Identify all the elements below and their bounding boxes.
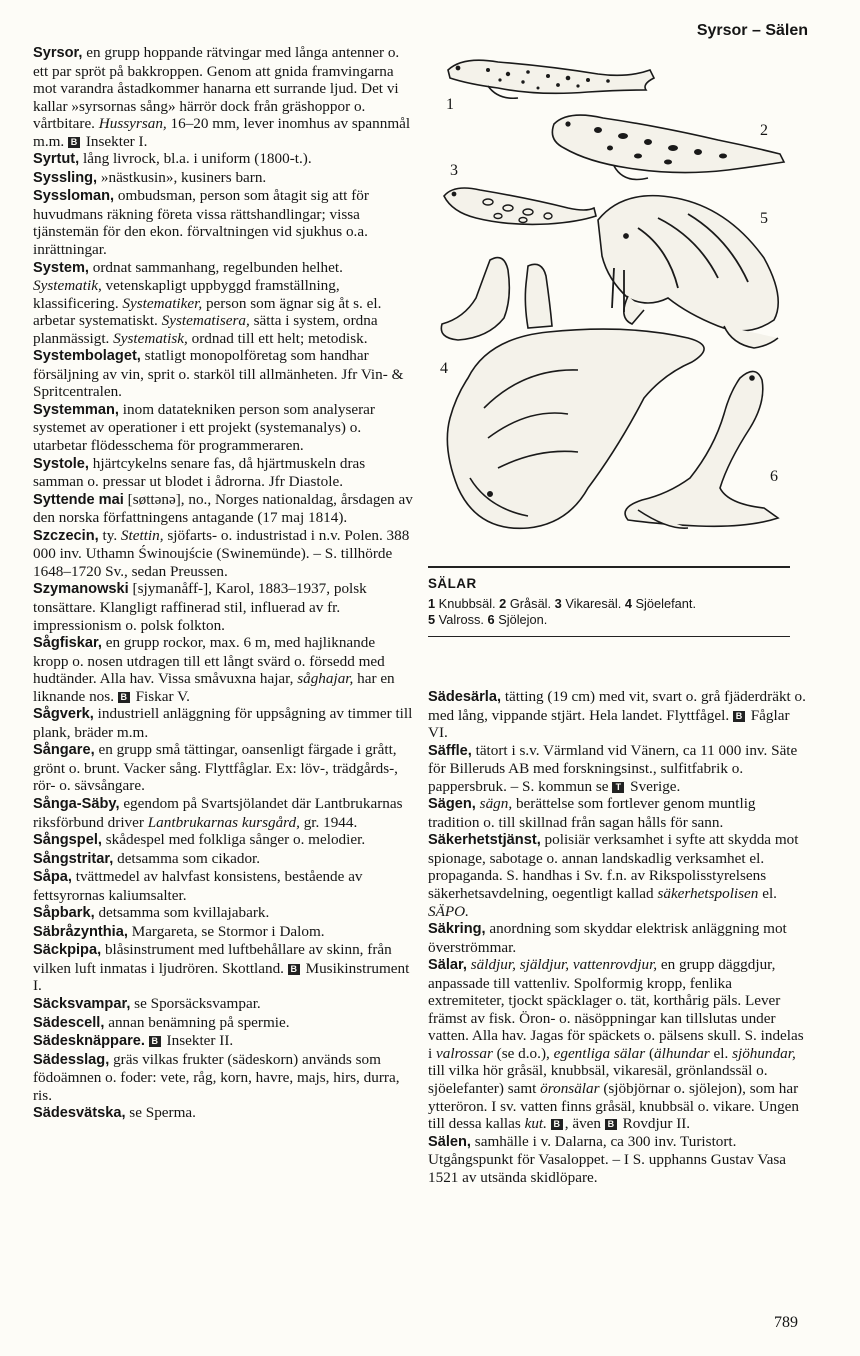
entry-text: lång livrock, bl.a. i uniform (1800-t.). — [79, 150, 312, 168]
entry-italic-term: säkerhetspolisen — [657, 885, 759, 903]
entry-text: en grupp hoppande rätvingar med långa antenner o. ett par spröt på bakkroppen. Genom att gnida framvingarna mot varandra åstadkommer hanarna ett surrande ljud. Det vi kallar »syrsornas sång» härrör dock från gräshoppor o. vårtbitare. — [33, 44, 400, 133]
entry-headword: Säbråzynthia, — [33, 923, 128, 940]
entry-text: sätta i system, ordna planmässigt. — [33, 312, 378, 347]
dictionary-entry — [33, 169, 413, 188]
reference-box-icon: T — [612, 782, 624, 793]
entry-text: gräs vilkas frukter (sädeskorn) används som födoämnen o. foder: vete, råg, korn, havre, majs, hirs, durra, ris. — [33, 1050, 400, 1104]
entry-headword: Szczecin, — [33, 527, 99, 544]
entry-headword: Sädesslag, — [33, 1051, 110, 1068]
entry-text: [søttənə], no., Norges nationaldag, årsdagen av den norska författningens antagande (17 maj 1814). — [33, 490, 413, 527]
reference-box-icon: B — [118, 692, 130, 703]
caption-species: Vikaresäl. — [561, 596, 625, 611]
entry-text: blåsinstrument med luftbehållare av skinn, från vilken luft inmatas i ljudrören. Skottland. — [33, 941, 392, 977]
dictionary-entry — [33, 401, 413, 455]
entry-italic-term: såghajar, — [297, 670, 354, 688]
dictionary-entry — [428, 920, 808, 956]
dictionary-entry — [33, 941, 413, 995]
entry-text: samhälle i v. Dalarna, ca 300 inv. Turistort. Utgångspunkt för Vasaloppet. – I S. upphanns Gustav Vasa 1521 av utsända skidlöpare. — [428, 1132, 786, 1186]
pup-drawing — [441, 258, 552, 340]
dictionary-entry — [428, 831, 808, 920]
caption-number: 1 — [428, 596, 436, 611]
entry-text: har en liknande nos. — [33, 670, 395, 705]
entry-headword: Sågfiskar, — [33, 635, 102, 652]
entry-text: hjärtcykelns senare fas, då hjärtmuskeln dras samman o. pressar ut blodet i ådrorna. Jfr Diastole. — [33, 454, 366, 491]
entry-text: tvättmedel av halvfast konsistens, bestående av fettsyrornas kaliumsalter. — [33, 868, 363, 904]
entry-headword: Syssloman, — [33, 188, 115, 205]
caption-number: 5 — [428, 612, 436, 627]
entry-text: se Sperma. — [125, 1104, 196, 1122]
entry-text: ordnad till ett helt; metodisk. — [187, 329, 368, 347]
seal-illustration — [428, 48, 808, 558]
caption-species: Sjöelefant. — [631, 596, 696, 611]
entry-headword: Sågverk, — [33, 706, 94, 723]
entry-text: Sverige. — [626, 777, 681, 795]
figure-title: SÄLAR — [428, 576, 477, 591]
entry-headword: Syttende mai — [33, 491, 124, 508]
entry-headword: Szymanowski — [33, 581, 129, 598]
entry-headword: Syssling, — [33, 169, 98, 186]
caption-species: Knubbsäl. — [435, 596, 500, 611]
reference-box-icon: B — [149, 1036, 161, 1047]
entry-text: ombudsman, person som åtagit sig att för huvudmans räkning företa vissa rättshandlingar; vissa tjänstemän för den ekon. förvaltningen vid sjukhus o.a. inrättningar. — [33, 187, 369, 259]
entry-headword: Säffle, — [428, 742, 472, 759]
sea-lion-drawing — [625, 371, 778, 528]
entry-text: skådespel med folkliga sånger o. melodier. — [101, 831, 366, 849]
reference-box-icon: B — [605, 1119, 617, 1130]
entry-headword: Syrtut, — [33, 151, 80, 168]
entry-headword: Systemman, — [33, 401, 119, 418]
entry-text: person som ägnar sig åt s. el. arbetar systematiskt. — [33, 294, 382, 330]
caption-rule-bottom — [428, 636, 790, 637]
entry-headword: Syrsor, — [33, 45, 83, 61]
dictionary-entry — [33, 455, 413, 491]
entry-headword: Säkerhetstjänst, — [428, 832, 541, 849]
dictionary-entry — [428, 1133, 808, 1187]
entry-headword: Sälen, — [428, 1133, 471, 1150]
entry-text: el. — [709, 1044, 733, 1062]
entry-text: ty. — [98, 526, 121, 544]
walrus-drawing — [598, 196, 778, 348]
entry-italic-term: sjöhundar, — [732, 1044, 796, 1062]
entry-text: polisiär verksamhet i syfte att skydda mot spionage, sabotage o. annan landskadlig verksamhet el. propaganda. S. handhas i Sv. f.n. av Rikspolisstyrelsens säkerhetsavdelning, oegentligt kallad — [428, 831, 799, 903]
entry-text: inom datatekniken person som analyserar systemet av operationer i ett projekt (systemanalys) o. utarbetar flödesschema för programmeraren. — [33, 400, 375, 455]
dictionary-entry — [33, 1032, 413, 1051]
dictionary-entry — [33, 187, 413, 258]
entry-text: sjöfarts- o. industristad i n.v. Polen. 388 000 inv. Uthamn Świnoujście (Swinemünde). – S. tillhörde 1648–1720 Sv., sedan Preussen. — [33, 526, 410, 580]
dictionary-entry — [33, 795, 413, 831]
dictionary-entry — [33, 868, 413, 904]
dictionary-entry — [33, 527, 413, 581]
entry-headword: Systembolaget, — [33, 348, 141, 365]
entry-text: el. — [758, 885, 777, 903]
entry-text: industriell anläggning för uppsågning av timmer till plank, bräder m.m. — [33, 705, 413, 741]
running-header: Syrsor – Sälen — [696, 22, 808, 39]
entry-text: tätort i s.v. Värmland vid Vänern, ca 11 000 inv. Säte för Billeruds AB med forskningsinst., sulfitfabrik o. pappersbruk. – S. kommun se — [428, 741, 798, 795]
entry-headword: Sälar, — [428, 957, 467, 974]
entry-text: tätting (19 cm) med vit, svart o. grå fjäderdräkt o. med lång, vippande stjärt. Hela landet. Flyttfågel. — [428, 688, 806, 724]
dictionary-entry — [33, 705, 413, 741]
entry-italic-term: Stettin, — [120, 526, 164, 544]
reference-box-icon: B — [733, 711, 745, 722]
entry-text: annan benämning på spermie. — [104, 1013, 290, 1031]
entry-text: Margareta, se Stormor i Dalom. — [127, 922, 325, 940]
entry-text: [sjymanåff-], Karol, 1883–1937, polsk tonsättare. Klangligt raffinerad stil, influerad av fr. impressionism o. polsk folkton. — [33, 580, 367, 634]
entry-text: en grupp små tättingar, oansenligt färgade i grått, grönt o. brunt. Vacker sång. Flyttfåglar. Ex: löv-, trädgårds-, rör- o. sävsångare. — [33, 741, 398, 795]
entry-text: egendom på Svartsjölandet där Lantbrukarnas riksförbund driver — [33, 794, 403, 831]
entry-text: Rovdjur II. — [618, 1115, 691, 1133]
figure-label-5: 5 — [760, 210, 768, 227]
entry-text: gr. 1944. — [299, 813, 358, 831]
dictionary-entry — [428, 956, 808, 1132]
entry-italic-term: Systematisk, — [113, 329, 188, 347]
entry-text: Fiskar V. — [131, 687, 190, 705]
reference-box-icon: B — [288, 964, 300, 975]
caption-species: Gråsäl. — [506, 596, 555, 611]
entry-italic-term: egentliga sälar — [553, 1044, 646, 1062]
entry-text: en grupp rockor, max. 6 m, med hajliknande kropp o. nosen utdragen till ett långt svärd o. försedd med hudtänder. Alla hav. Vissa småvuxna hajar, — [33, 634, 385, 688]
dictionary-entry — [428, 795, 808, 831]
entry-headword: System, — [33, 259, 89, 276]
entry-italic-term: Systematisera, — [161, 312, 250, 330]
entry-italic-term: Systematik, — [33, 277, 102, 295]
entry-headword: Sångspel, — [33, 832, 102, 849]
harbor-seal-drawing — [448, 60, 654, 98]
entry-headword: Sädescell, — [33, 1014, 105, 1031]
caption-number: 3 — [554, 596, 562, 611]
entry-headword: Sångstritar, — [33, 850, 114, 867]
entry-text: statligt monopolföretag som handhar försäljning av vin, sprit o. starköl till allmänheten. Jfr Vin- & Spritcentralen. — [33, 347, 404, 401]
entry-italic-term: Lantbrukarnas kursgård, — [147, 813, 300, 831]
caption-number: 6 — [487, 612, 495, 627]
dictionary-entry — [428, 742, 808, 796]
caption-species: Sjölejon. — [494, 612, 548, 627]
dictionary-entry — [33, 634, 413, 705]
caption-rule-top — [428, 566, 790, 568]
entry-text: vetenskapligt uppbyggd framställning, klassificering. — [33, 277, 340, 312]
entry-headword: Sägen, — [428, 796, 476, 813]
entry-headword: Sädesärla, — [428, 689, 502, 705]
entry-text: »nästkusin», kusiners barn. — [97, 168, 267, 186]
entry-headword: Såpbark, — [33, 905, 95, 922]
entry-text: anordning som skyddar elektrisk anläggning mot överströmmar. — [428, 920, 787, 956]
right-column — [428, 688, 808, 1186]
entry-text: , även — [564, 1115, 605, 1133]
dictionary-entry — [33, 831, 413, 850]
entry-text: ordnat sammanhang, regelbunden helhet. — [88, 258, 343, 276]
dictionary-entry — [33, 923, 413, 942]
dictionary-entry — [33, 1104, 413, 1123]
caption-number: 4 — [624, 596, 632, 611]
entry-text: Musikinstrument I. — [33, 959, 410, 995]
dictionary-entry — [33, 150, 413, 169]
dictionary-entry — [33, 995, 413, 1014]
dictionary-entry — [33, 259, 413, 348]
figure-label-2: 2 — [760, 122, 768, 139]
entry-text: Insekter II. — [162, 1032, 234, 1050]
entry-text: detsamma som kvillajabark. — [94, 904, 270, 922]
caption-number: 2 — [499, 596, 507, 611]
dictionary-entry — [33, 1051, 413, 1105]
entry-text: en grupp däggdjur, anpassade till vattenliv. Spolformig kropp, fenlika extremiteter, tjockt späcklager o. tät, korthårig päls. Lever främst av fisk. Öron- o. näsöppningar kan tillslutas under vatten. Alla hav. Jagas för späckets o. pälsens skull. S. indelas i — [428, 956, 804, 1062]
entry-text: Fåglar VI. — [428, 706, 790, 742]
entry-text: Insekter I. — [82, 132, 148, 150]
entry-text: (se d.o.), — [492, 1044, 554, 1062]
entry-italic-term: öronsälar — [540, 1080, 600, 1098]
entry-headword: Såpa, — [33, 869, 72, 886]
entry-headword: Sångare, — [33, 742, 95, 759]
seal-drawing — [428, 48, 808, 558]
entry-text: detsamma som cikador. — [113, 849, 261, 867]
figure-label-4: 4 — [440, 360, 448, 377]
entry-italic-term: säldjur, själdjur, vattenrovdjur, — [470, 956, 658, 974]
dictionary-entry — [33, 580, 413, 634]
reference-box-icon: B — [551, 1119, 563, 1130]
dictionary-entry — [33, 347, 413, 401]
entry-italic-term: kut. — [524, 1115, 547, 1133]
entry-italic-term: Systematiker, — [122, 294, 203, 312]
entry-italic-term: sägn, — [479, 795, 513, 813]
reference-box-icon: B — [68, 137, 80, 148]
entry-italic-term: valrossar — [436, 1044, 493, 1062]
entry-headword: Sädesvätska, — [33, 1105, 126, 1122]
entry-text: (sjöbjörnar o. sjölejon), som har ytteröron. I sv. vatten finns gråsäl, knubbsäl o. vikare. Ungen till dessa kallas — [428, 1080, 800, 1133]
entry-headword: Säcksvampar, — [33, 995, 131, 1012]
dictionary-entry — [33, 44, 413, 150]
entry-headword: Systole, — [33, 455, 89, 472]
entry-text: ( — [645, 1044, 655, 1062]
entry-text: 16–20 mm, lever inomhus av spannmål m.m. — [33, 115, 411, 150]
page-number: 789 — [774, 1314, 798, 1331]
entry-text: till vilka hör gråsäl, knubbsäl, vikaresäl, grönlandssäl o. sjöelefanter) samt — [428, 1062, 768, 1098]
entry-text: berättelse som fortlever genom muntlig tradition o. till skillnad från sagan hålls för sann. — [428, 795, 756, 831]
figure-label-3: 3 — [450, 162, 458, 179]
figure-label-1: 1 — [446, 96, 454, 113]
caption-species: Valross. — [435, 612, 488, 627]
left-column — [33, 44, 413, 1123]
dictionary-entry — [33, 1014, 413, 1033]
entry-italic-term: Hussyrsan, — [98, 115, 167, 133]
dictionary-entry — [33, 491, 413, 527]
entry-text: se Sporsäcksvampar. — [130, 994, 261, 1012]
entry-headword: Säkring, — [428, 921, 486, 938]
figure-caption — [428, 596, 798, 628]
entry-italic-term: SÄPO. — [428, 902, 469, 920]
entry-headword: Sädesknäppare. — [33, 1033, 145, 1050]
dictionary-entry — [33, 850, 413, 869]
entry-headword: Sånga-Säby, — [33, 795, 120, 812]
entry-headword: Säckpipa, — [33, 942, 102, 959]
dictionary-entry — [33, 741, 413, 795]
dictionary-entry — [428, 688, 808, 742]
dictionary-entry — [33, 904, 413, 923]
entry-italic-term: älhundar — [654, 1044, 710, 1062]
figure-label-6: 6 — [770, 468, 778, 485]
